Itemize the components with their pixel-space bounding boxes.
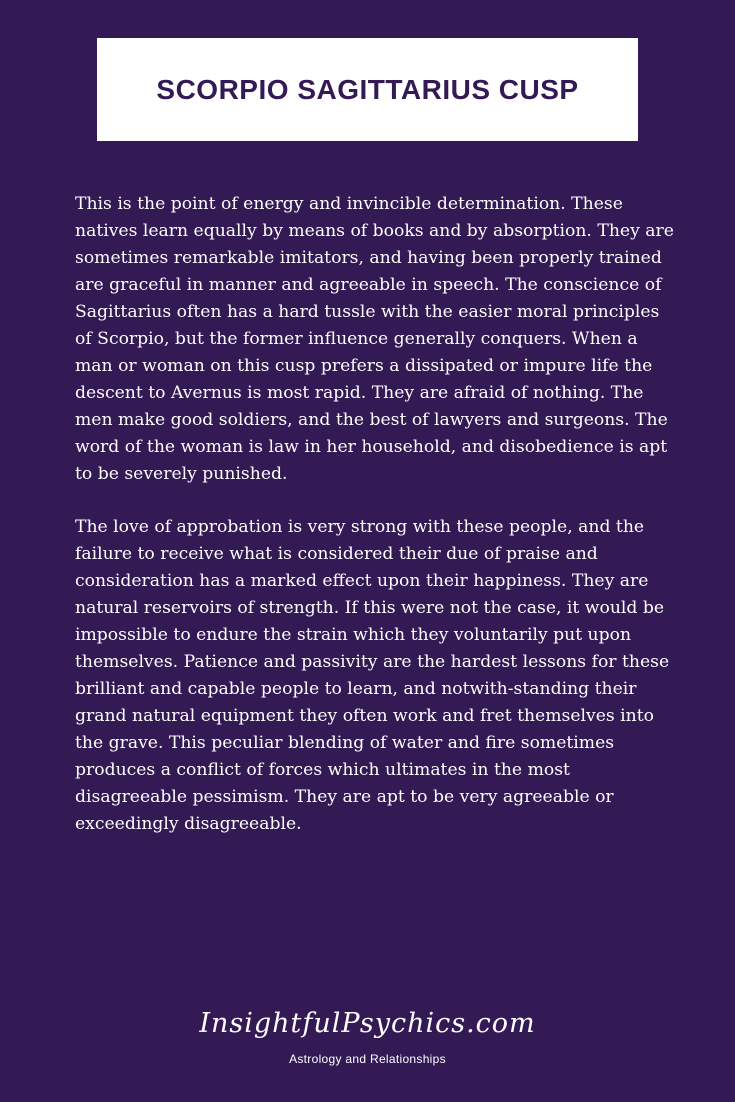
page-title: SCORPIO SAGITTARIUS CUSP	[156, 73, 579, 105]
title-banner	[97, 38, 638, 141]
article-body	[75, 191, 675, 864]
brand-logo-text: InsightfulPsychics.com	[199, 1008, 536, 1039]
article-paragraph-2: The love of approbation is very strong with these people, and the failure to receive what is considered their due of praise and consideration has a marked effect upon their happiness. They are natural reservoirs of strength. If this were not the case, it would be impossible to endure the strain which they voluntarily put upon themselves. Patience and passivity are the hardest lessons for these brilliant and capable people to learn, and notwith-standing their grand natural equipment they often work and fret themselves into the grave. This peculiar blending of water and fire sometimes produces a conflict of forces which ultimates in the most disagreeable pessimism. They are apt to be very agreeable or exceedingly disagreeable.	[75, 517, 670, 834]
article-paragraph-1: This is the point of energy and invincible determination. These natives learn equally by means of books and by absorption. They are sometimes remarkable imitators, and having been properly trained are graceful in manner and agreeable in speech. The conscience of Sagittarius often has a hard tussle with the easier moral principles of Scorpio, but the former influence generally conquers. When a man or woman on this cusp prefers a dissipated or impure life the descent to Avernus is most rapid. They are afraid of nothing. The men make good soldiers, and the best of lawyers and surgeons. The word of the woman is law in her household, and disobedience is apt to be severely punished.	[75, 194, 674, 484]
footer	[0, 1004, 735, 1068]
brand-tagline: Astrology and Relationships	[289, 1052, 446, 1066]
